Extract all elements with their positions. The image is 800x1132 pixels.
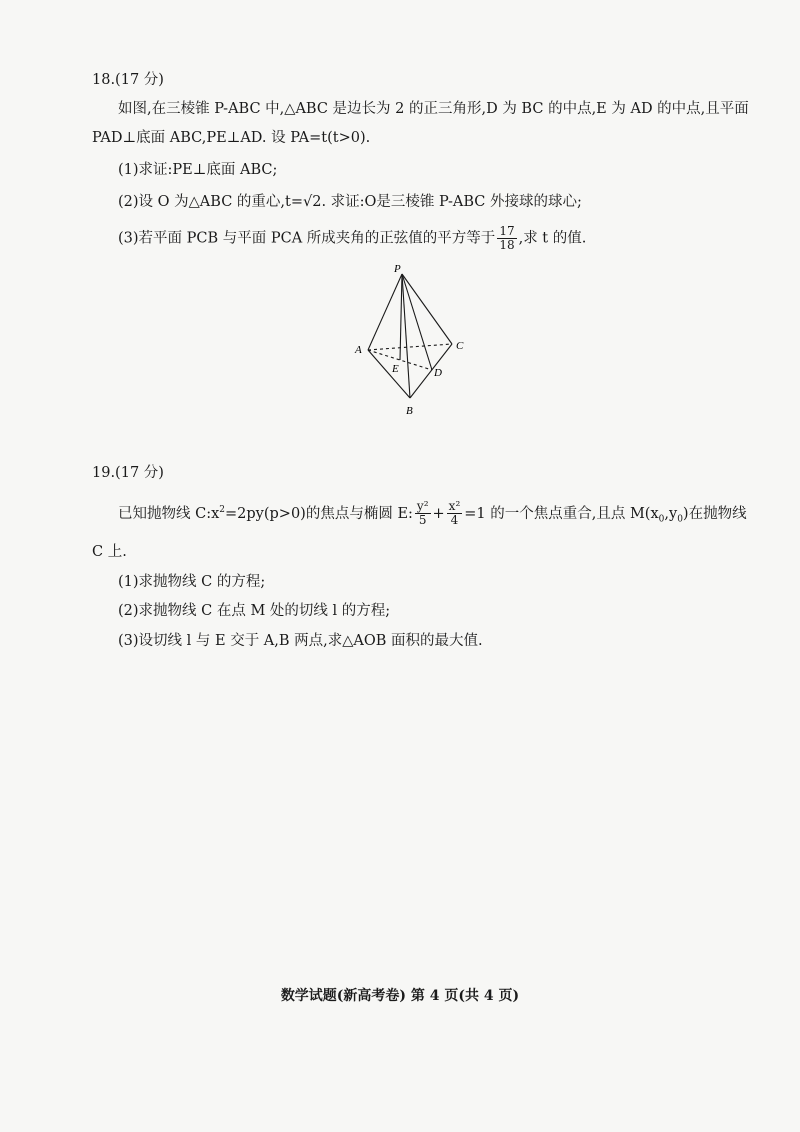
tetrahedron-figure [340, 258, 480, 428]
q19-heading: 19.(17 分) [92, 465, 164, 481]
q18-part1: (1)求证:PE⊥底面 ABC; [118, 162, 278, 178]
q19-part1: (1)求抛物线 C 的方程; [118, 574, 266, 590]
q18-stem-line2: PAD⊥底面 ABC,PE⊥AD. 设 PA=t(t>0). [92, 130, 371, 146]
q19-part2: (2)求抛物线 C 在点 M 处的切线 l 的方程; [118, 603, 391, 619]
q18-part3-tail: ,求 t 的值. [518, 230, 587, 247]
q19-ellipse-frac2 [447, 500, 463, 527]
label-D: D [434, 367, 442, 379]
edge-AB [368, 350, 410, 398]
label-B: B [406, 405, 413, 417]
q19-stem-line1: 已知抛物线 $C:x^2=2py(p>0)$的焦点与椭圆 E: $\frac{\text{y²}}{5}$ + $\frac{\text{x²}}{4}$ =1 的一个焦点重合,且点 $M(x_0,y_0)$在抛物线 [118, 499, 747, 528]
q18-fraction-numerator: 17 [499, 224, 515, 238]
q19-frac1-denominator: 5 [418, 513, 427, 528]
q19-stem-mid2: =1 的一个焦点重合,且点 M(x [464, 505, 659, 522]
q18-stem-line1: 如图,在三棱锥 P-ABC 中,△ABC 是边长为 2 的正三角形,D 为 BC 的中点,E 为 AD 的中点,且平面 [118, 101, 749, 117]
edge-PD [402, 274, 432, 370]
q19-part3: (3)设切线 l 与 E 交于 A,B 两点,求△AOB 面积的最大值. [118, 633, 483, 649]
label-C: C [456, 340, 464, 352]
q19-stem-mid1: =2py(p>0)的焦点与椭圆 E: [225, 505, 413, 522]
q18-part3 [118, 225, 586, 252]
label-A: A [355, 344, 362, 356]
page-footer: 数学试题(新高考卷) 第 4 页(共 4 页) [280, 988, 520, 1004]
q18-fraction-denominator: 18 [499, 238, 515, 252]
edge-PE [400, 274, 402, 360]
q19-stem-mid3: ,y [664, 505, 678, 522]
q18-part2: (2)设 O 为△ABC 的重心,t=√2. 求证:O是三棱锥 P-ABC 外接球的球心; [118, 194, 582, 210]
q18-heading: 18.(17 分) [92, 72, 164, 88]
q19-frac2-denominator: 4 [450, 513, 459, 528]
q19-ellipse-frac1 [415, 500, 431, 527]
q19-plus: + [432, 505, 445, 522]
q19-stem-start: 已知抛物线 C:x [118, 505, 220, 522]
edge-PC [402, 274, 452, 344]
edge-PB [402, 274, 410, 398]
q18-part3-text: (3)若平面 PCB 与平面 PCA 所成夹角的正弦值的平方等于 [118, 230, 496, 247]
label-E: E [392, 363, 399, 375]
q19-stem-end: )在抛物线 [682, 505, 747, 522]
q18-part3-fraction [497, 225, 516, 252]
edge-PA [368, 274, 402, 350]
label-P: P [394, 263, 401, 275]
edge-AC-hidden [368, 344, 452, 350]
q19-stem-line2: C 上. [92, 544, 127, 560]
q19-frac2-numerator: x² [448, 499, 461, 514]
q19-frac1-numerator: y² [416, 499, 429, 514]
edge-CB [410, 344, 452, 398]
